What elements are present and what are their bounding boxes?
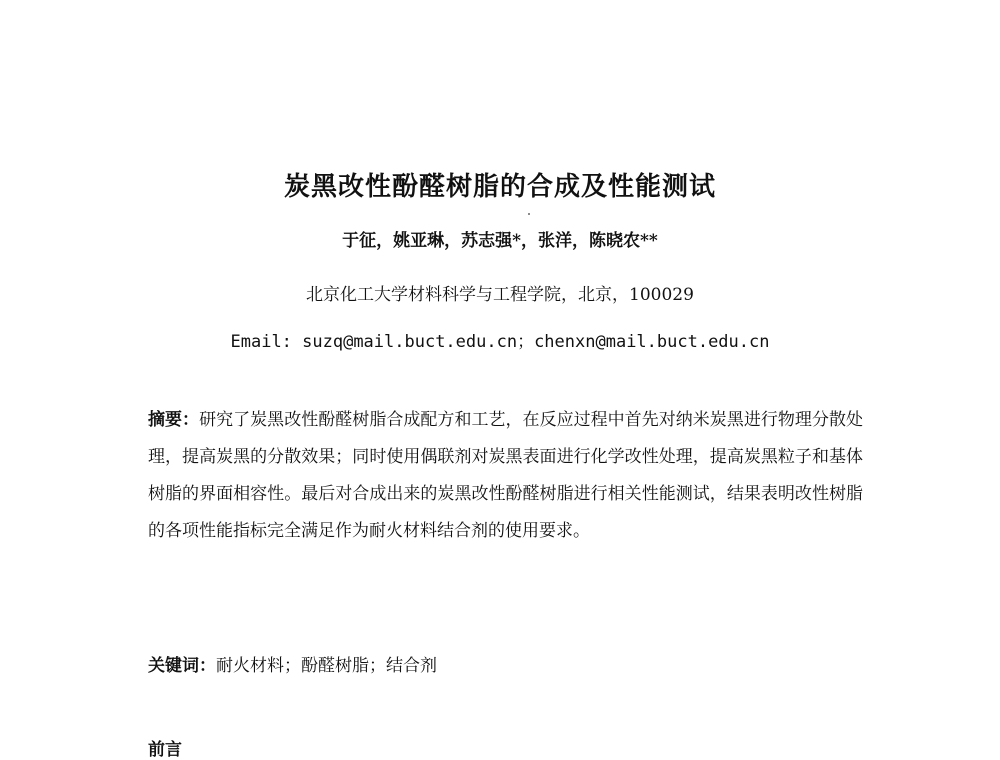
keywords-label: 关键词： [148,656,216,676]
keywords-line [148,651,863,676]
paper-title: 炭黑改性酚醛树脂的合成及性能测试 [283,172,716,202]
scan-speck [528,213,530,215]
abstract-paragraph [148,402,863,550]
email-line: Email: suzq@mail.buct.edu.cn；chenxn@mail.buct.edu.cn [230,332,770,352]
abstract-label: 摘要： [148,410,200,430]
keywords-text: 耐火材料；酚醛树脂；结合剂 [216,656,437,676]
abstract-text: 研究了炭黑改性酚醛树脂合成配方和工艺，在反应过程中首先对纳米炭黑进行物理分散处理，提高炭黑的分散效果；同时使用偶联剂对炭黑表面进行化学改性处理，提高炭黑粒子和基体树脂的界面相容性。最后对合成出来的炭黑改性酚醛树脂进行相关性能测试，结果表明改性树脂的各项性能指标完全满足作为耐火材料结合剂的使用要求。 [148,410,864,541]
section-heading-preface: 前言 [148,740,182,760]
affiliation: 北京化工大学材料科学与工程学院，北京，100029 [306,285,694,305]
author-list: 于征，姚亚琳，苏志强*，张洋，陈晓农** [342,231,658,251]
